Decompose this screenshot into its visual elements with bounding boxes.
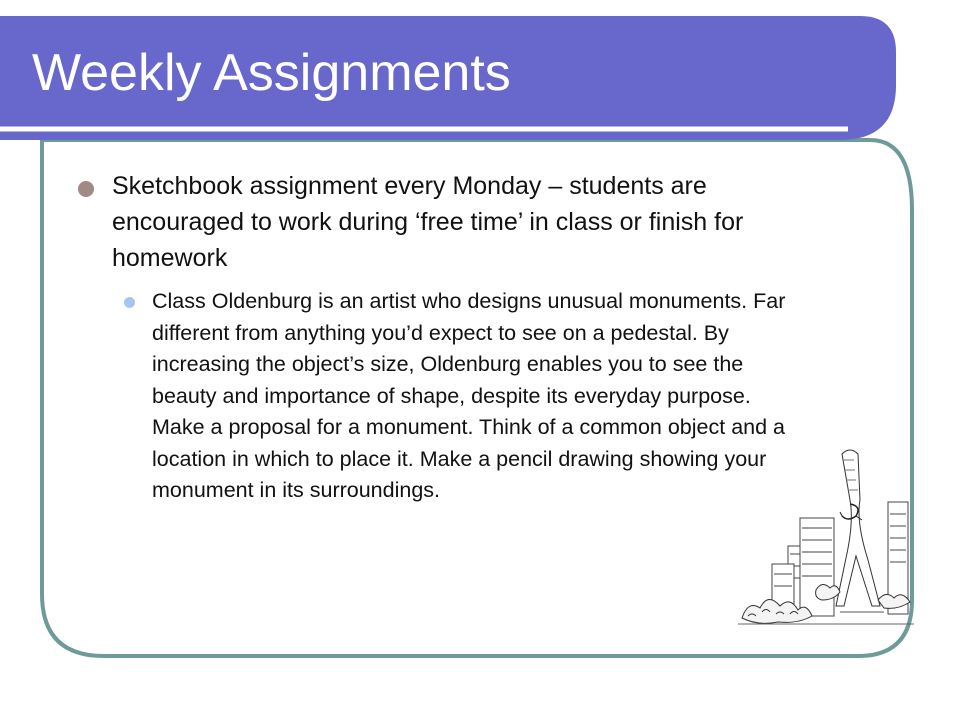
sub-bullet-text: Class Oldenburg is an artist who designs unusual monuments. Far different from anything you’d expect to see on a pedestal. By increasing the object’s size, Oldenburg enables you to see the beauty and importance of shape, despite its everyday purpose. Make a proposal for a monument. Think of a common object and a location in which to place it. Make a pencil drawing showing your monument in its surroundings. bbox=[152, 289, 786, 502]
bullet-dot-icon bbox=[78, 181, 94, 197]
bullet-text: Sketchbook assignment every Monday – students are encouraged to work during ‘free time’ in class or finish for homework bbox=[112, 172, 744, 272]
sub-bullet-dot-icon bbox=[124, 297, 135, 308]
clothespin-monument-sketch bbox=[738, 440, 914, 630]
bullet-list bbox=[68, 168, 808, 507]
bullet-item bbox=[68, 168, 808, 276]
sub-bullet-item bbox=[68, 286, 808, 507]
slide-title: Weekly Assignments bbox=[32, 44, 511, 102]
